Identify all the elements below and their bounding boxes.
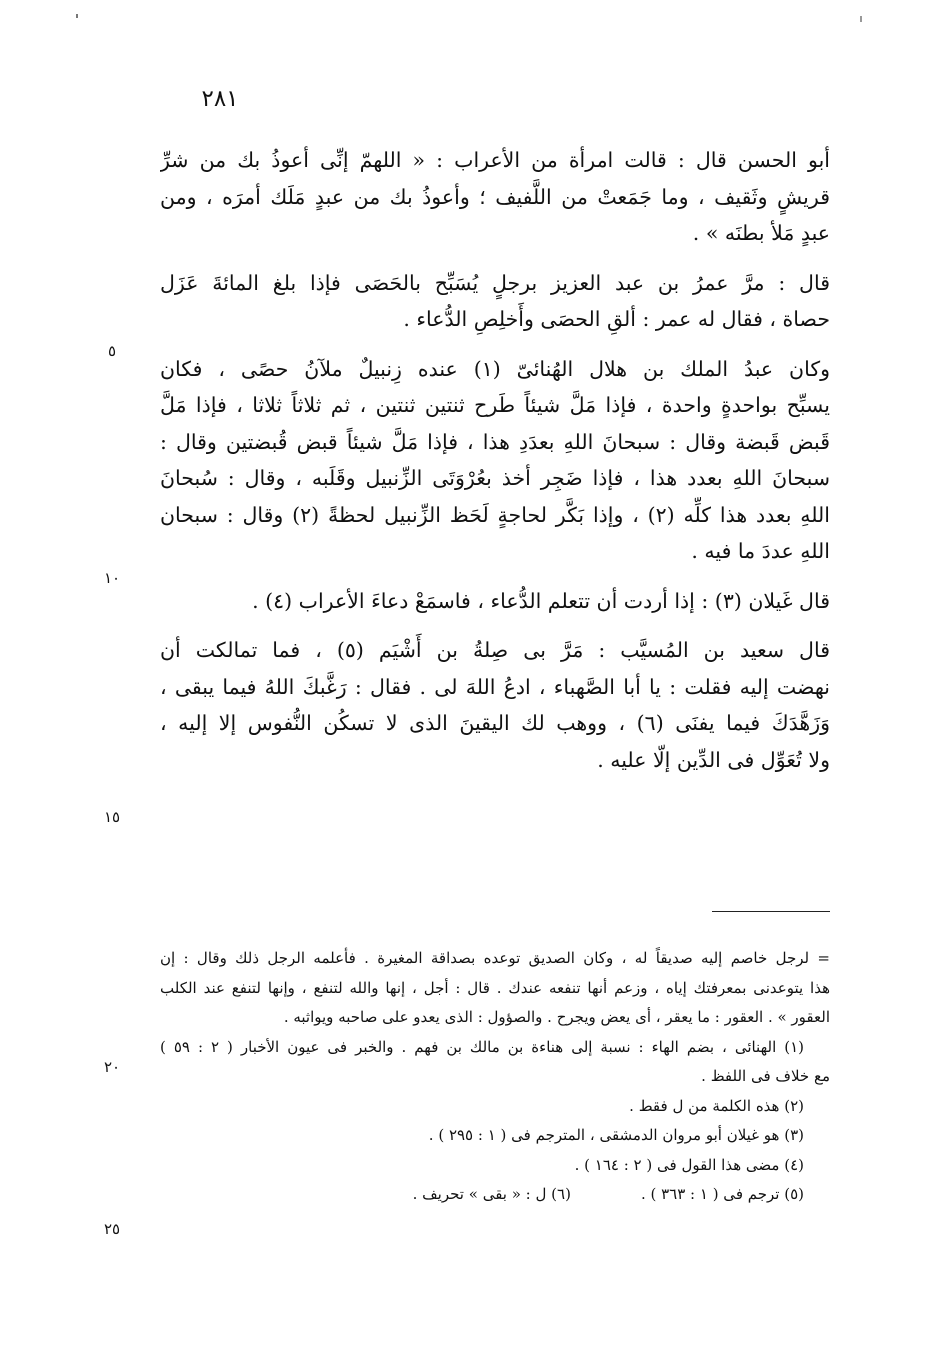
text-line: نهضت إليه فقلت : يا أبا الصَّهباء ، ادعُ اللهَ لى . فقال : رَغَّبكَ اللهُ فيما يبقى ، — [160, 674, 830, 699]
text-line: اللهِ عددَ ما فيه . — [691, 539, 830, 563]
line-number-marker: ١٥ — [103, 808, 121, 826]
footnote-line: (٣) هو غيلان أبو مروان الدمشقى ، المترجم فى ( ١ : ٢٩٥ ) . — [428, 1126, 804, 1144]
footnote-6: (٦) ل : « بقى » تحريف . — [412, 1185, 571, 1203]
line-number-marker: ٥ — [107, 342, 117, 360]
text-line: أبو الحسن قال : قالت امرأة من الأعراب : « اللهمّ إنِّى أعوذُ بك من شرِّ — [160, 148, 830, 172]
line-number-marker: ٢٥ — [103, 1220, 121, 1238]
text-line: عبدٍ مَلأ بطنَه » . — [692, 221, 830, 245]
footnote-line: (٢) هذه الكلمة من ل فقط . — [629, 1096, 804, 1115]
scan-speck — [860, 16, 862, 22]
text-line: قال : مرَّ عمرُ بن عبد العزيز برجلٍ يُسَبِّح بالحَصَى فإذا بلغ المائةَ عَزَل — [160, 270, 830, 295]
footnote-divider — [712, 911, 830, 912]
line-number-marker: ١٠ — [103, 569, 121, 587]
footnote-5: (٥) ترجم فى ( ١ : ٣٦٣ ) . — [640, 1185, 804, 1203]
text-line: سبحانَ اللهِ بعدد هذا ، فإذا ضَجِر أخذ بعُرْوَتَى الزِّنبيل وقَلَبه ، وقال : سُبحانَ — [160, 466, 830, 490]
text-line: قال غَيلان (٣) : إذا أردت أن تتعلم الدُّعاء ، فاسمَعْ دعاءَ الأعراب (٤) . — [252, 588, 830, 613]
page-number: ٢٨١ — [201, 86, 239, 112]
footnote-line — [160, 1180, 830, 1210]
text-line: وَزَهَّدَكَ فيما يفنَى (٦) ، ووهب لك اليقينَ الذى لا تسكُن النُّفوس إلا إليه ، — [160, 711, 830, 735]
line-number-marker: ٢٠ — [103, 1058, 121, 1076]
footnote-line: = لرجل خاصم إليه صديقاً له ، وكان الصديق توعده بصداقة المغيرة . فأعلمه الرجل ذلك وقال : إن — [160, 949, 830, 967]
text-line: ولا تُعَوِّل فى الدِّين إلّا عليه . — [597, 747, 830, 772]
footnote-line: العقور » . العقور : ما يعقر ، أى يعض ويجرح . والصؤول : الذى يعدو على صاحبه ويواثبه . — [283, 1008, 830, 1026]
footnotes — [160, 944, 830, 1210]
scan-speck — [76, 14, 78, 18]
main-text — [160, 142, 830, 778]
text-line: قريشٍ وثَقيف ، وما جَمَعتْ من اللَّفيف ؛ وأعوذُ بك من عبدٍ مَلَك أمرَه ، ومن — [160, 184, 830, 209]
text-line: وكان عبدُ الملك بن هلال الهُنائىّ (١) عنده زِنبيلٌ ملآنُ حصًى ، فكان — [160, 356, 830, 381]
footnote-line: (١) الهنائى ، بضم الهاء : نسبة إلى هناءة بن مالك بن فهم . والخبر فى عيون الأخبار ( ٢ : ٥٩ ) — [160, 1037, 804, 1056]
text-line: اللهِ بعدد هذا كلِّه (٢) ، وإذا بَكَّر لحاجةٍ لَحَظ الزِّنبيل لحظةً (٢) وقال : سبحان — [160, 502, 830, 527]
footnote-line: هذا يتوعدنى بمعرفتك إياه ، وزعم أنها تنفعه عندك . قال : أجل ، إنها والله لتنفع ، وإنها لتنفع عند الكلب — [160, 978, 830, 997]
footnote-line: (٤) مضى هذا القول فى ( ٢ : ١٦٤ ) . — [574, 1155, 804, 1174]
text-line: قَبض قَبضة وقال : سبحانَ اللهِ بعدَدِ هذا ، فإذا مَلَّ شيئاً قبض قُبضتين وقال : — [160, 429, 830, 454]
text-line: يسبِّح بواحدةٍ واحدة ، فإذا مَلَّ شيئاً طَرح ثنتين ثنتين ، ثم ثلاثاً ثلاثا ، فإذا مَلَّ — [160, 393, 830, 417]
footnote-line: مع خلاف فى اللفظ . — [701, 1067, 830, 1085]
text-line: قال سعيد بن المُسيَّب : مَرَّ بى صِلةُ بن أَشْيَم (٥) ، فما تمالكت أن — [160, 638, 830, 662]
text-line: حصاة ، فقال له عمر : ألقِ الحصَى وأَخلِصِ الدُّعاء . — [403, 307, 830, 331]
